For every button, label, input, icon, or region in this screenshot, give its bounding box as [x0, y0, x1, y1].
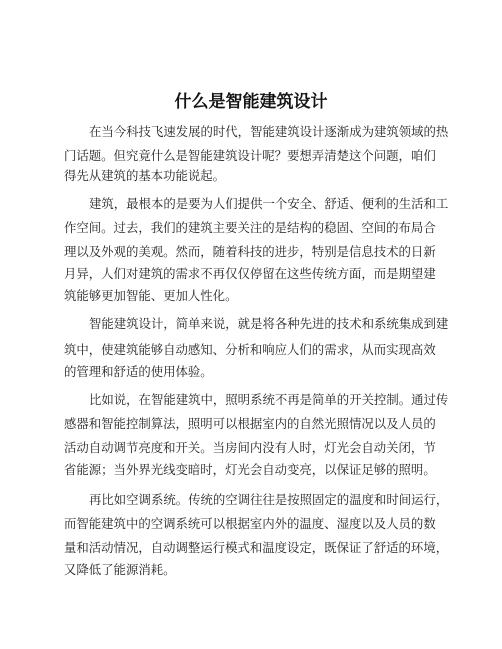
paragraph-3-line-2: 筑中，使建筑能够自动感知、分析和响应人们的需求，从而实现高效	[64, 342, 436, 357]
paragraph-5-line-1: 再比如空调系统。传统的空调往往是按照固定的温度和时间运行，	[89, 492, 449, 507]
paragraph-5-line-3: 量和活动情况，自动调整运行模式和温度设定，既保证了舒适的环境，	[64, 540, 449, 555]
paragraph-2-line-1: 建筑，最根本的是要为人们提供一个安全、舒适、便利的生活和工	[89, 196, 449, 211]
paragraph-3-line-1: 智能建筑设计，简单来说，就是将各种先进的技术和系统集成到建	[89, 316, 449, 331]
paragraph-4-line-1: 比如说，在智能建筑中，照明系统不再是简单的开关控制。通过传	[89, 392, 449, 407]
paragraph-1-line-3: 得先从建筑的基本功能说起。	[64, 168, 226, 183]
paragraph-2-line-2: 作空间。过去，我们的建筑主要关注的是结构的稳固、空间的布局合	[64, 220, 436, 235]
paragraph-2-line-5: 筑能够更加智能、更加人性化。	[64, 288, 238, 303]
paragraph-1-line-2: 门话题。但究竟什么是智能建筑设计呢？要想弄清楚这个问题，咱们	[64, 148, 436, 163]
paragraph-1-line-1: 在当今科技飞速发展的时代，智能建筑设计逐渐成为建筑领域的热	[89, 124, 449, 139]
paragraph-5-line-4: 又降低了能源消耗。	[64, 562, 176, 577]
paragraph-4-line-2: 感器和智能控制算法，照明可以根据室内的自然光照情况以及人员的	[64, 416, 436, 431]
paragraph-4-line-4: 省能源；当外界光线变暗时，灯光会自动变亮，以保证足够的照明。	[64, 462, 436, 477]
paragraph-2-line-3: 理以及外观的美观。然而，随着科技的进步，特别是信息技术的日新	[64, 244, 436, 259]
paragraph-2-line-4: 月异，人们对建筑的需求不再仅仅停留在这些传统方面，而是期望建	[64, 266, 436, 281]
paragraph-5-line-2: 而智能建筑中的空调系统可以根据室内外的温度、湿度以及人员的数	[64, 516, 436, 531]
paragraph-3-line-3: 的管理和舒适的使用体验。	[64, 364, 213, 379]
paragraph-4-line-3: 活动自动调节亮度和开关。当房间内没有人时，灯光会自动关闭，节	[64, 440, 436, 455]
document-title: 什么是智能建筑设计	[174, 92, 328, 112]
